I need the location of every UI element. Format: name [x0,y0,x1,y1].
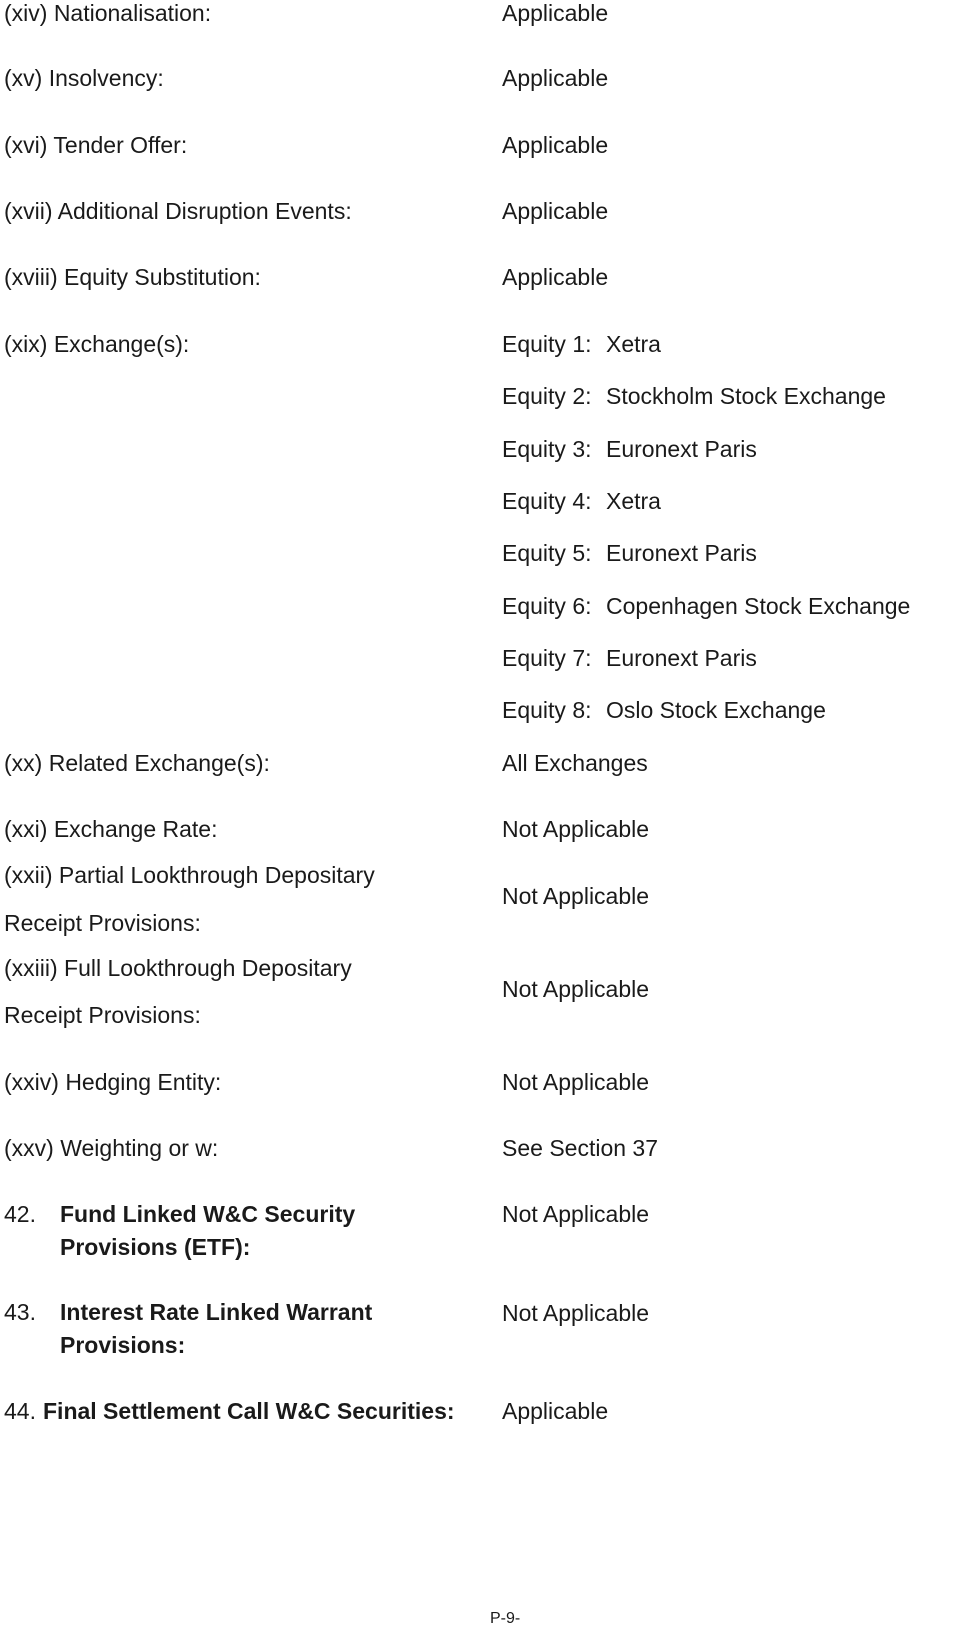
exchange-name: Euronext Paris [606,436,757,462]
exchange-name: Oslo Stock Exchange [606,697,826,723]
equity-label: Equity 4: [502,488,592,514]
section-number: 44. [4,1398,36,1424]
section-title-line1: Fund Linked W&C Security [60,1201,356,1227]
section-number: 43. [4,1299,36,1325]
row-value: Not Applicable [502,976,650,1002]
exchange-name: Xetra [606,488,661,514]
section-title-line2: Provisions: [60,1332,186,1358]
equity-label: Equity 3: [502,436,592,462]
row-value: Applicable [502,264,609,290]
equity-label: Equity 6: [502,593,592,619]
row-value: Applicable [502,0,609,26]
row-label: (xxv) Weighting or w: [4,1135,219,1161]
row-value: See Section 37 [502,1135,659,1161]
section-value: Not Applicable [502,1201,650,1227]
row-label-line1: (xxiii) Full Lookthrough Depositary [4,955,352,981]
exchange-name: Copenhagen Stock Exchange [606,593,911,619]
equity-label: Equity 5: [502,540,592,566]
row-label: (xvi) Tender Offer: [4,132,188,158]
section-title-line2: Provisions (ETF): [60,1234,251,1260]
row-label-line2: Receipt Provisions: [4,1002,201,1028]
row-label-line2: Receipt Provisions: [4,910,201,936]
exchange-name: Euronext Paris [606,540,757,566]
exchange-name: Stockholm Stock Exchange [606,383,886,409]
row-label: (xvii) Additional Disruption Events: [4,198,352,224]
equity-label: Equity 2: [502,383,592,409]
page-number: P-9- [490,1610,521,1627]
row-label: (xviii) Equity Substitution: [4,264,261,290]
row-value: Applicable [502,132,609,158]
row-label: (xv) Insolvency: [4,65,164,91]
row-value: Applicable [502,198,609,224]
exchange-name: Euronext Paris [606,645,757,671]
section-title: Final Settlement Call W&C Securities: [43,1398,455,1424]
row-label: (xxiv) Hedging Entity: [4,1069,222,1095]
section-value: Applicable [502,1398,609,1424]
section-number: 42. [4,1201,36,1227]
exchange-name: Xetra [606,331,661,357]
row-label: (xix) Exchange(s): [4,331,190,357]
row-label: (xx) Related Exchange(s): [4,750,270,776]
equity-label: Equity 8: [502,697,592,723]
row-value: Not Applicable [502,883,650,909]
row-value: Applicable [502,65,609,91]
row-value: All Exchanges [502,750,648,776]
section-value: Not Applicable [502,1300,650,1326]
row-label: (xiv) Nationalisation: [4,0,212,26]
row-value: Not Applicable [502,1069,650,1095]
equity-label: Equity 1: [502,331,592,357]
row-label-line1: (xxii) Partial Lookthrough Depositary [4,862,375,888]
row-value: Not Applicable [502,816,650,842]
section-title-line1: Interest Rate Linked Warrant [60,1299,373,1325]
row-label: (xxi) Exchange Rate: [4,816,218,842]
equity-label: Equity 7: [502,645,592,671]
